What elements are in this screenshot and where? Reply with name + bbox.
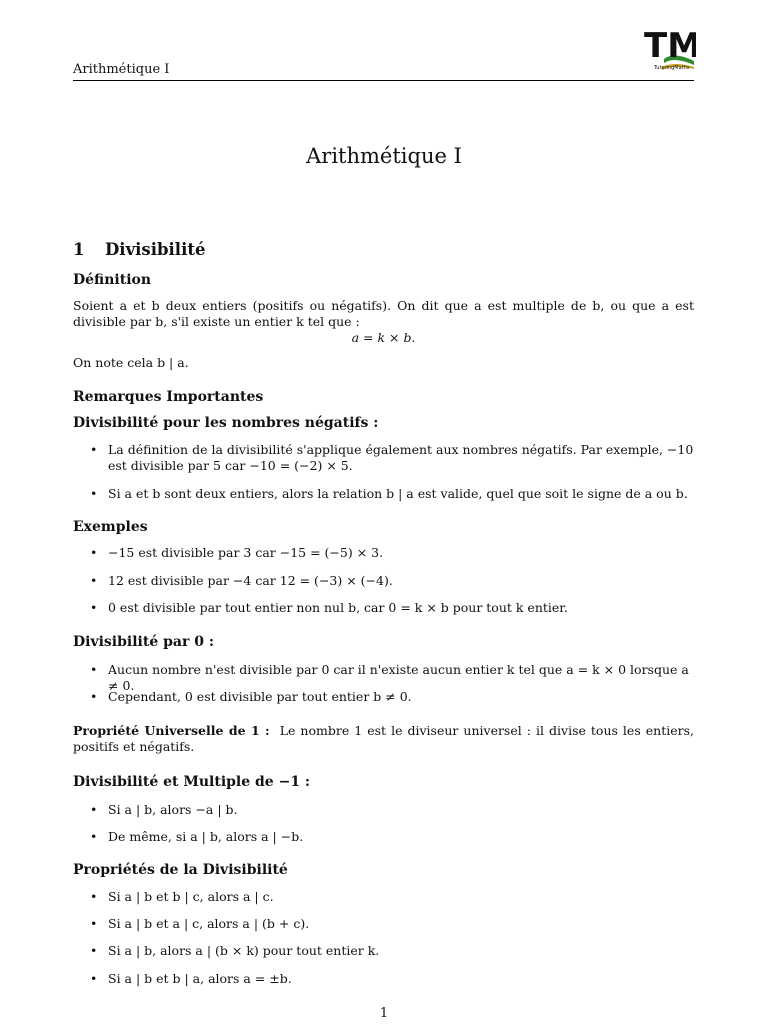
negatifs-heading: Divisibilité pour les nombres négatifs :	[73, 415, 379, 431]
moins-un-heading: Divisibilité et Multiple de −1 :	[73, 774, 311, 790]
list-item: • Si a | b et b | c, alors a | c.	[90, 889, 274, 904]
remarques-heading: Remarques Importantes	[73, 389, 264, 405]
document-title: Arithmétique I	[306, 144, 462, 168]
list-item: • Si a | b, alors −a | b.	[90, 802, 238, 817]
exemples-heading: Exemples	[73, 519, 148, 535]
page-number: 1	[379, 1006, 389, 1021]
list-item: • −15 est divisible par 3 car −15 = (−5) × 3.	[90, 545, 384, 560]
universelle-paragraph	[73, 723, 694, 755]
list-item: • La définition de la divisibilité s'applique également aux nombres négatifs. Par exemple, −10 est divisible par 5 car −10 = (−2) × 5.	[90, 442, 694, 473]
logo-subtext: TutoringMaths	[654, 65, 690, 71]
section-number: 1	[73, 240, 85, 259]
list-item: • Si a | b et a | c, alors a | (b + c).	[90, 916, 310, 931]
section-heading	[73, 240, 205, 259]
tm-logo	[644, 23, 696, 73]
list-item: • De même, si a | b, alors a | −b.	[90, 829, 304, 844]
definition-paragraph: Soient a et b deux entiers (positifs ou négatifs). On dit que a est multiple de b, ou que a est divisible par b, s'il existe un entier k tel que :	[73, 298, 694, 329]
proprietes-heading: Propriétés de la Divisibilité	[73, 862, 288, 878]
list-item: • Si a et b sont deux entiers, alors la relation b | a est valide, quel que soit le signe de a ou b.	[90, 486, 688, 501]
list-item: • Si a | b, alors a | (b × k) pour tout entier k.	[90, 943, 380, 958]
definition-note: On note cela b | a.	[73, 355, 189, 370]
header-rule	[73, 80, 694, 81]
universelle-heading: Propriété Universelle de 1 :	[73, 723, 270, 738]
list-item: • Cependant, 0 est divisible par tout entier b ≠ 0.	[90, 689, 412, 704]
section-title: Divisibilité	[105, 240, 206, 259]
definition-formula: a = k × b.	[351, 330, 416, 345]
list-item: • 0 est divisible par tout entier non nul b, car 0 = k × b pour tout k entier.	[90, 600, 568, 615]
par-zero-heading: Divisibilité par 0 :	[73, 634, 214, 650]
running-header: Arithmétique I	[73, 62, 170, 77]
list-item: • Si a | b et b | a, alors a = ±b.	[90, 971, 292, 986]
list-item: • 12 est divisible par −4 car 12 = (−3) × (−4).	[90, 573, 393, 588]
logo-text: TM	[644, 26, 696, 66]
list-item: • Aucun nombre n'est divisible par 0 car il n'existe aucun entier k tel que a = k × 0 lorsque a ≠ 0.	[90, 662, 689, 693]
definition-heading: Définition	[73, 272, 152, 288]
universelle-text: Le nombre 1 est le diviseur universel : il divise tous les entiers, positifs et négatifs.	[73, 723, 694, 754]
